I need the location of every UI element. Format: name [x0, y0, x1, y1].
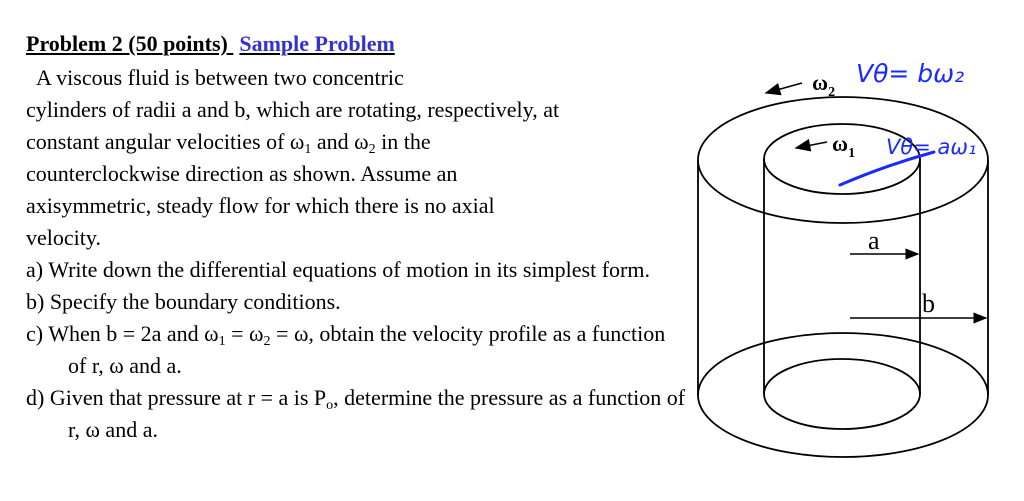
- intro-line-6: velocity.: [26, 225, 101, 250]
- outer-cylinder-bottom: [698, 333, 988, 457]
- intro-line-1: A viscous fluid is between two concentric: [36, 65, 404, 90]
- question-c: c) When b = 2a and $\omega_1 = \omega_2 = \omega$, obtain the velocity profile as a function of r, ω and a.: [26, 321, 666, 378]
- omega1-arrow: [796, 142, 827, 148]
- intro-line-3: constant angular velocities of $\omega_1$ and $\omega_2$ in the: [26, 129, 431, 157]
- inner-cylinder-bottom: [764, 359, 920, 429]
- problem-intro: [26, 62, 686, 254]
- intro-line-5: axisymmetric, steady flow for which there is no axial: [26, 193, 495, 218]
- question-b: b) Specify the boundary conditions.: [26, 289, 341, 314]
- problem-title: Problem 2 (50 points): [26, 31, 228, 56]
- handwritten-inner-velocity: Vθ= aω₁: [886, 135, 977, 159]
- question-d: d) Given that pressure at r = a is $P_o$, determine the pressure as a function of r, ω and a.: [26, 385, 686, 442]
- problem-text: [26, 28, 686, 446]
- outer-cylinder-top: [698, 97, 988, 223]
- radius-a-label: a: [868, 226, 880, 255]
- radius-b-label: b: [922, 289, 935, 318]
- intro-line-4: counterclockwise direction as shown. Assume an: [26, 161, 458, 186]
- intro-line-2: cylinders of radii a and b, which are rotating, respectively, at: [26, 97, 560, 122]
- concentric-cylinders-figure: [690, 60, 1020, 500]
- omega2-arrow: [766, 83, 802, 93]
- omega1-label: $\omega_1$: [832, 131, 856, 161]
- omega2-label: $\omega_2$: [812, 70, 836, 100]
- problem-heading: [26, 28, 686, 60]
- sample-problem-link[interactable]: Sample Problem: [239, 31, 395, 56]
- question-list: [26, 254, 686, 446]
- handwritten-outer-velocity: Vθ= bω₂: [856, 60, 965, 88]
- question-a: a) Write down the differential equations of motion in its simplest form.: [26, 257, 650, 282]
